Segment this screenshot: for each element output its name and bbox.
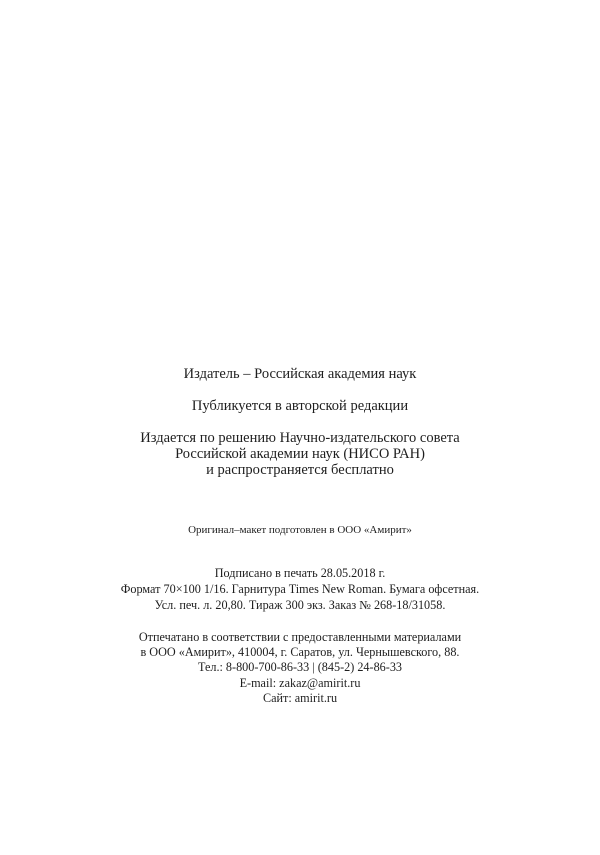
printer-website: Сайт: amirit.ru (262, 691, 338, 705)
print-info-line-3: Усл. печ. л. 20,80. Тираж 300 экз. Заказ № 268-18/31058. (154, 598, 446, 612)
printer-line-1: Отпечатано в соответствии с предоставленными материалами (138, 630, 462, 644)
print-info-line-2: Формат 70×100 1/16. Гарнитура Times New Roman. Бумага офсетная. (120, 582, 480, 596)
layout-note: Оригинал–макет подготовлен в ООО «Амирит» (188, 524, 412, 536)
edition-note: Публикуется в авторской редакции (191, 398, 409, 414)
decision-line-2: Российской академии наук (НИСО РАН) (175, 446, 425, 462)
print-info-line-1: Подписано в печать 28.05.2018 г. (214, 566, 386, 580)
decision-line-1: Издается по решению Научно-издательского совета (140, 430, 460, 446)
printer-phone: Тел.: 8-800-700-86-33 | (845-2) 24-86-33 (197, 660, 403, 674)
publisher-line: Издатель – Российская академия наук (183, 366, 417, 382)
printer-email: E-mail: zakaz@amirit.ru (239, 676, 361, 690)
decision-line-3: и распространяется бесплатно (206, 462, 394, 478)
printer-line-2: в ООО «Амирит», 410004, г. Саратов, ул. Чернышевского, 88. (140, 645, 460, 659)
